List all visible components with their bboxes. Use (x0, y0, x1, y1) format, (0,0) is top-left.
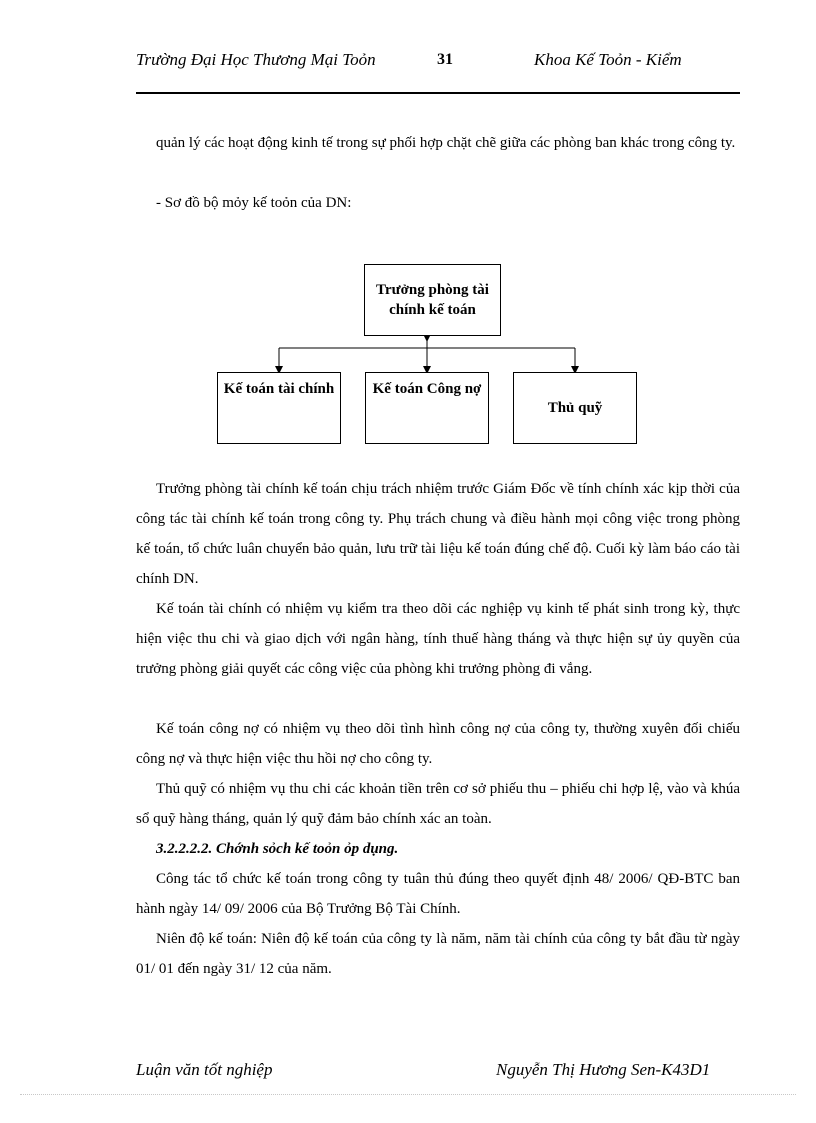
paragraph-treasurer (136, 774, 740, 834)
footer-thesis-label: Luận văn tốt nghiệp (136, 1060, 273, 1079)
org-box-chief-accountant (364, 264, 501, 336)
page-number: 31 (437, 51, 453, 68)
paragraph-chief-accountant (136, 474, 740, 594)
header-rule (136, 92, 740, 94)
paragraph-regulation (136, 864, 740, 924)
diagram-caption (136, 188, 740, 218)
paragraph-chief-accountant-text: Trưởng phòng tài chính kế toán chịu trách nhiệm trước Giám Đốc về tính chính xác kịp thời của công tác tài chính kế toán trong công ty. Phụ trách chung và điều hành mọi công việc trong phòng kế toán, tổ chức luân chuyển bảo quản, lưu trữ tài liệu kế toán đúng chế độ. Cuối kỳ làm báo cáo tài chính DN. (136, 481, 740, 587)
paragraph-fiscal-year (136, 924, 740, 984)
paragraph-fiscal-year-text: Niên độ kế toán: Niên độ kế toán của công ty là năm, năm tài chính của công ty bắt đầu từ ngày 01/ 01 đến ngày 31/ 12 của năm. (136, 931, 740, 977)
intro-paragraph (136, 128, 740, 158)
org-box-debt-accountant-label: Kế toán Công nợ (372, 381, 482, 397)
bottom-dotted-line (20, 1094, 796, 1095)
org-box-debt-accountant (365, 372, 489, 444)
org-box-treasurer (513, 372, 637, 444)
intro-text: quản lý các hoạt động kinh tế trong sự phối hợp chặt chẽ giữa các phòng ban khác trong công ty. (156, 135, 736, 151)
org-box-financial-accountant-label: Kế toán tài chính (223, 381, 335, 397)
footer-author: Nguyễn Thị Hương Sen-K43D1 (496, 1060, 711, 1079)
paragraph-debt-accountant-text: Kế toán công nợ có nhiệm vụ theo dõi tình hình công nợ của công ty, thường xuyên đối chiếu công nợ và thực hiện việc thu hồi nợ cho công ty. (136, 721, 740, 767)
paragraph-financial-accountant-text: Kế toán tài chính có nhiệm vụ kiểm tra theo dõi các nghiệp vụ kinh tế phát sinh trong kỳ, thực hiện việc thu chi và giao dịch với ngân hàng, tính thuế hàng tháng và thực hiện sự ủy quyền của trưởng phòng giải quyết các công việc của phòng khi trưởng phòng đi vắng. (136, 601, 740, 677)
org-box-chief-accountant-label: Trưởng phòng tài chính kế toán (376, 282, 489, 318)
paragraph-treasurer-text: Thủ quỹ có nhiệm vụ thu chi các khoản tiền trên cơ sở phiếu thu – phiếu chi hợp lệ, vào và khúa sổ quỹ hàng tháng, quản lý quỹ đảm bảo chính xác an toàn. (136, 781, 740, 827)
paragraph-debt-accountant (136, 714, 740, 774)
paragraph-regulation-text: Công tác tổ chức kế toán trong công ty tuân thủ đúng theo quyết định 48/ 2006/ QĐ-BTC ban hành ngày 14/ 09/ 2006 của Bộ Trưởng Bộ Tài Chính. (136, 871, 740, 917)
header-faculty-name: Khoa Kế Toỏn - Kiểm (534, 50, 682, 69)
org-box-treasurer-label: Thủ quỹ (547, 400, 603, 416)
org-box-financial-accountant (217, 372, 341, 444)
header-school-name: Trường Đại Học Thương Mại Toỏn (136, 50, 376, 69)
paragraph-financial-accountant (136, 594, 740, 684)
section-heading-text: 3.2.2.2.2. Chớnh sỏch kế toỏn ỏp dụng. (156, 841, 399, 857)
section-heading (136, 834, 740, 864)
diagram-caption-text: - Sơ đồ bộ mỏy kế toỏn của DN: (156, 195, 352, 211)
